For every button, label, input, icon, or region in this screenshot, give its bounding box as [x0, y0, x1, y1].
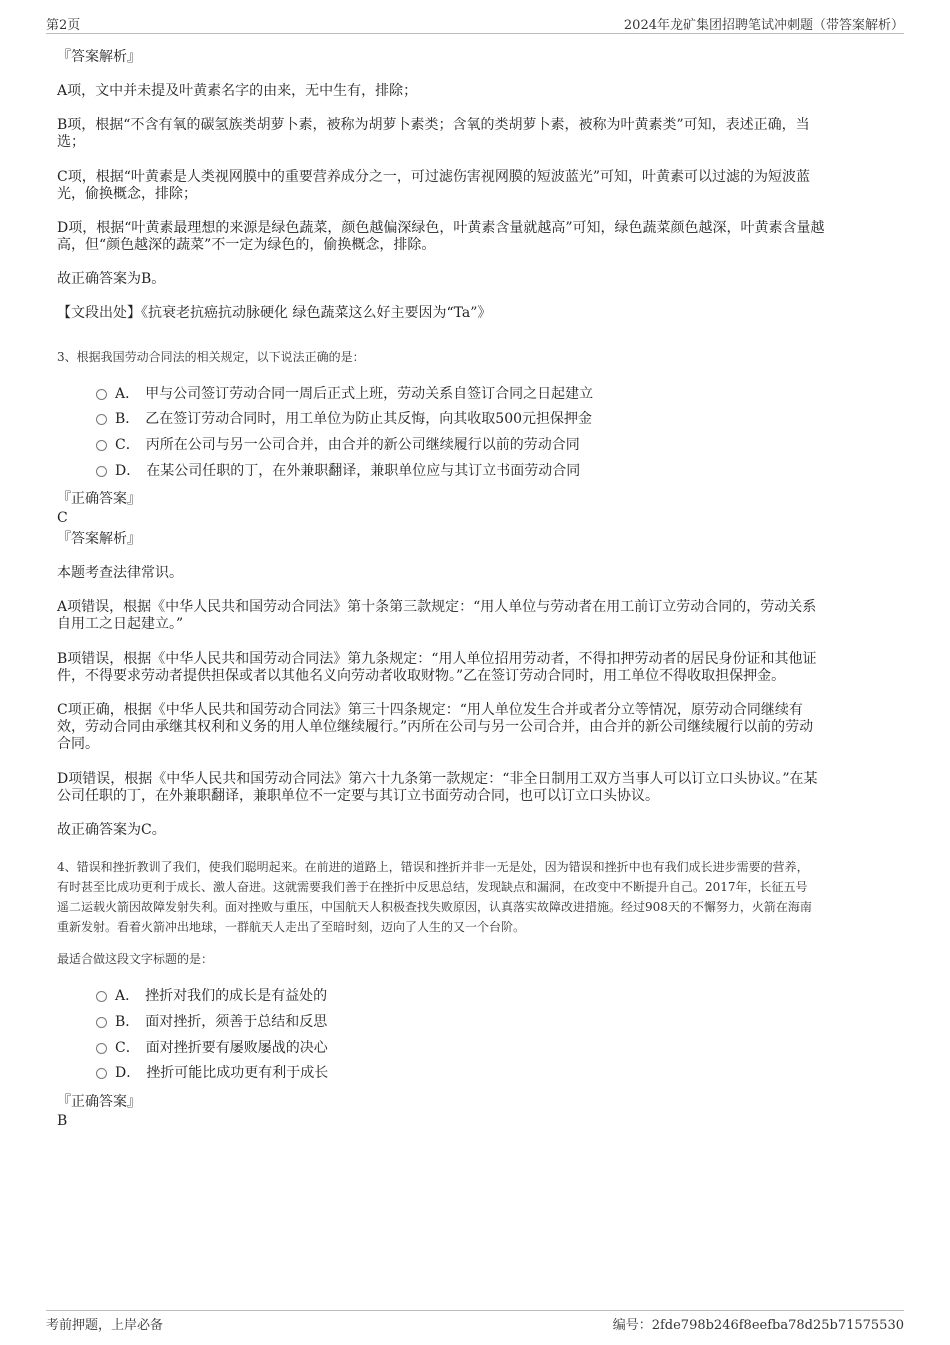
q4-option-d[interactable]: D． 挫折可能比成功更有利于成长 [96, 1064, 328, 1082]
q2-analysis-d-line1: D项，根据“叶黄素最理想的来源是绿色蔬菜，颜色越偏深绿色，叶黄素含量就越高”可知，绿色蔬菜颜色越深，叶黄素含量越 [57, 220, 825, 236]
document-title: 2024年龙矿集团招聘笔试冲刺题（带答案解析） [623, 18, 904, 33]
footer-divider [46, 1310, 904, 1311]
q2-source: 【文段出处】《抗衰老抗癌抗动脉硬化 绿色蔬菜这么好主要因为“Ta”》 [57, 305, 492, 321]
radio-icon[interactable] [96, 389, 107, 400]
q3-analysis-c-line3: 合同。 [57, 736, 99, 752]
radio-icon[interactable] [96, 1043, 107, 1054]
footer-slogan: 考前押题，上岸必备 [46, 1318, 164, 1333]
q3-analysis-b-line2: 件，不得要求劳动者提供担保或者以其他名义向劳动者收取财物。”乙在签订劳动合同时，用工单位不得收取担保押金。 [57, 668, 786, 684]
q3-analysis-intro: 本题考查法律常识。 [57, 565, 183, 581]
document-code: 编号：2fde798b246f8eefba78d25b71575530 [612, 1318, 904, 1333]
page-number: 第2页 [46, 18, 81, 33]
q3-option-a[interactable]: A． 甲与公司签订劳动合同一周后正式上班，劳动关系自签订合同之日起建立 [96, 385, 593, 403]
q4-option-c[interactable]: C． 面对挫折要有屡败屡战的决心 [96, 1039, 328, 1057]
q3-analysis-d-line1: D项错误，根据《中华人民共和国劳动合同法》第六十九条第一款规定：“非全日制用工双方当事人可以订立口头协议。”在某 [57, 771, 818, 787]
q3-analysis-c-line2: 效，劳动合同由承继其权利和义务的用人单位继续履行。”丙所在公司与另一公司合并，由合并的新公司继续履行以前的劳动 [57, 719, 814, 735]
q3-option-c[interactable]: C． 丙所在公司与另一公司合并，由合并的新公司继续履行以前的劳动合同 [96, 436, 580, 454]
page-header [46, 14, 904, 32]
q3-answer-label: 『正确答案』 [57, 491, 141, 507]
radio-icon[interactable] [96, 414, 107, 425]
q3-analysis-label: 『答案解析』 [57, 531, 141, 547]
q3-answer: C [57, 510, 68, 526]
page-footer [46, 1314, 904, 1332]
q2-analysis-c-line1: C项，根据“叶黄素是人类视网膜中的重要营养成分之一，可过滤伤害视网膜的短波蓝光”可知，叶黄素可以过滤的为短波蓝 [57, 169, 811, 185]
q3-analysis-c-line1: C项正确，根据《中华人民共和国劳动合同法》第三十四条规定：“用人单位发生合并或者分立等情况，原劳动合同继续有 [57, 702, 803, 718]
q4-answer: B [57, 1113, 68, 1129]
q3-option-b[interactable]: B． 乙在签订劳动合同时，用工单位为防止其反悔，向其收取500元担保押金 [96, 410, 592, 428]
q4-answer-label: 『正确答案』 [57, 1094, 141, 1110]
q3-option-d[interactable]: D． 在某公司任职的丁，在外兼职翻译，兼职单位应与其订立书面劳动合同 [96, 462, 580, 480]
q2-analysis-c-line2: 光，偷换概念，排除； [57, 186, 197, 202]
q3-analysis-a-line2: 自用工之日起建立。” [57, 616, 184, 632]
q2-analysis-a: A项，文中并未提及叶黄素名字的由来，无中生有，排除； [57, 83, 418, 99]
radio-icon[interactable] [96, 1068, 107, 1079]
q4-option-a[interactable]: A． 挫折对我们的成长是有益处的 [96, 987, 327, 1005]
q2-conclusion: 故正确答案为B。 [57, 271, 166, 287]
q4-passage-line3: 遥二运载火箭因故障发射失利。面对挫败与重压，中国航天人积极查找失败原因，认真落实故障改进措施。经过908天的不懈努力，火箭在海南 [57, 900, 812, 914]
q4-question: 最适合做这段文字标题的是： [57, 952, 214, 966]
q4-passage-line4: 重新发射。看着火箭冲出地球，一群航天人走出了至暗时刻，迈向了人生的又一个台阶。 [57, 920, 526, 934]
q3-analysis-b-line1: B项错误，根据《中华人民共和国劳动合同法》第九条规定：“用人单位招用劳动者，不得扣押劳动者的居民身份证和其他证 [57, 651, 817, 667]
q3-analysis-d-line2: 公司任职的丁，在外兼职翻译，兼职单位不一定要与其订立书面劳动合同，也可以订立口头协议。 [57, 788, 659, 804]
q2-analysis-d-line2: 高，但“颜色越深的蔬菜”不一定为绿色的，偷换概念，排除。 [57, 237, 436, 253]
radio-icon[interactable] [96, 440, 107, 451]
analysis-label: 『答案解析』 [57, 49, 141, 65]
q3-analysis-a-line1: A项错误，根据《中华人民共和国劳动合同法》第十条第三款规定：“用人单位与劳动者在用工前订立劳动合同的，劳动关系 [57, 599, 817, 615]
q2-analysis-b-line1: B项，根据“不含有氧的碳氢族类胡萝卜素，被称为胡萝卜素类；含氧的类胡萝卜素，被称为叶黄素类”可知，表述正确，当 [57, 117, 810, 133]
radio-icon[interactable] [96, 466, 107, 477]
q2-analysis-b-line2: 选； [57, 134, 85, 150]
q3-conclusion: 故正确答案为C。 [57, 822, 166, 838]
q4-passage-line2: 有时甚至比成功更利于成长、激人奋进。这就需要我们善于在挫折中反思总结，发现缺点和漏洞，在改变中不断提升自己。2017年，长征五号 [57, 880, 808, 894]
radio-icon[interactable] [96, 1017, 107, 1028]
radio-icon[interactable] [96, 991, 107, 1002]
header-divider [46, 33, 904, 34]
q4-option-b[interactable]: B． 面对挫折，须善于总结和反思 [96, 1013, 327, 1031]
q4-passage-line1: 4、错误和挫折教训了我们，使我们聪明起来。在前进的道路上，错误和挫折并非一无是处，因为错误和挫折中也有我们成长进步需要的营养， [57, 860, 809, 874]
q3-question: 3、根据我国劳动合同法的相关规定，以下说法正确的是： [57, 350, 365, 364]
